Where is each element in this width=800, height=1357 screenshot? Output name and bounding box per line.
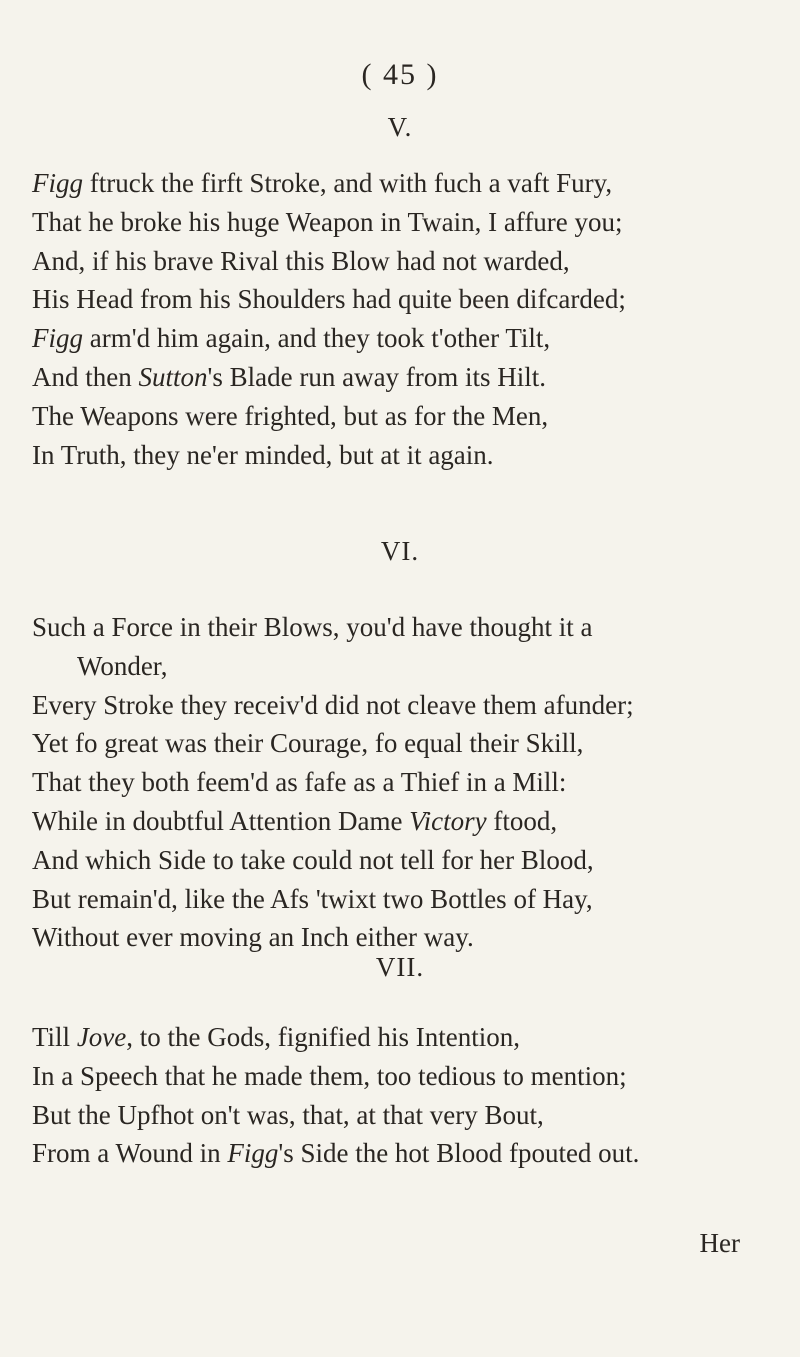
verse-line: His Head from his Shoulders had quite been difcarded; [32, 284, 626, 315]
stanza-vi [32, 608, 792, 957]
stanza-vii [32, 1018, 792, 1173]
verse-line: From a Wound in Figg's Side the hot Blood fpouted out. [32, 1138, 640, 1169]
verse-line: The Weapons were frighted, but as for the Men, [32, 400, 549, 431]
section-heading-v: V. [387, 112, 413, 142]
verse-line: Till Jove, to the Gods, fignified his Intention, [32, 1022, 520, 1052]
verse-line: That he broke his huge Weapon in Twain, I affure you; [32, 206, 623, 237]
page-number: ( 45 ) [361, 58, 439, 91]
verse-line: While in doubtful Attention Dame Victory ftood, [32, 805, 558, 836]
verse-line: Every Stroke they receiv'd did not cleave them afunder; [32, 689, 634, 720]
verse-line: Figg ftruck the firft Stroke, and with fuch a vaft Fury, [32, 168, 613, 198]
verse-line: But remain'd, like the Afs 'twixt two Bottles of Hay, [32, 883, 593, 914]
verse-line: But the Upfhot on't was, that, at that very Bout, [32, 1099, 544, 1130]
verse-line: In Truth, they ne'er minded, but at it again. [32, 439, 494, 470]
catchword: Her [699, 1228, 740, 1258]
section-heading-vi: VI. [380, 536, 420, 566]
verse-line: Wonder, [77, 650, 168, 681]
verse-line: And which Side to take could not tell for her Blood, [32, 844, 594, 875]
stanza-v [32, 164, 792, 474]
verse-line: In a Speech that he made them, too tedious to mention; [32, 1060, 627, 1091]
section-heading-vii: VII. [375, 952, 425, 982]
verse-line: Yet fo great was their Courage, fo equal their Skill, [32, 728, 584, 759]
verse-line: And then Sutton's Blade run away from its Hilt. [32, 361, 547, 392]
verse-line: That they both feem'd as fafe as a Thief in a Mill: [32, 767, 567, 798]
verse-line: And, if his brave Rival this Blow had not warded, [32, 245, 570, 276]
verse-line: Such a Force in their Blows, you'd have thought it a [32, 612, 593, 642]
verse-line: Without ever moving an Inch either way. [32, 922, 474, 953]
verse-line: Figg arm'd him again, and they took t'other Tilt, [32, 323, 551, 354]
